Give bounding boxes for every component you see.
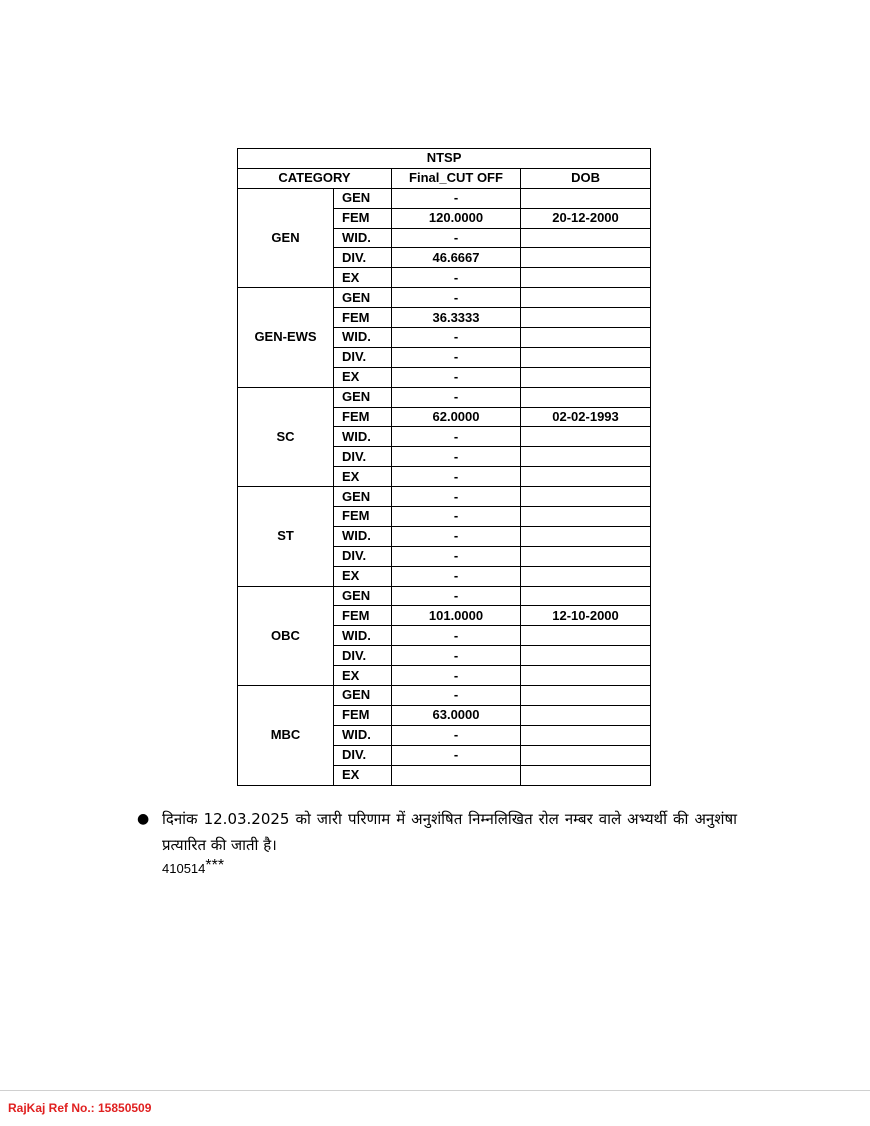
subcategory-cell: EX [334,566,392,586]
category-cell: GEN [238,188,334,287]
cutoff-cell: 62.0000 [392,407,521,427]
dob-cell [521,546,651,566]
category-cell: GEN-EWS [238,288,334,387]
cutoff-cell: 36.3333 [392,308,521,328]
table-body [238,188,651,785]
subcategory-cell: FEM [334,407,392,427]
table-row [238,686,651,706]
table-title-row [238,149,651,169]
cutoff-cell: - [392,666,521,686]
cutoff-cell: - [392,507,521,527]
cutoff-cell: - [392,566,521,586]
dob-cell [521,686,651,706]
subcategory-cell: DIV. [334,546,392,566]
cutoff-cell: - [392,447,521,467]
cutoff-cell: - [392,546,521,566]
subcategory-cell: WID. [334,725,392,745]
dob-cell [521,347,651,367]
header-cutoff: Final_CUT OFF [392,168,521,188]
subcategory-cell: WID. [334,228,392,248]
cutoff-cell: 63.0000 [392,705,521,725]
dob-cell: 12-10-2000 [521,606,651,626]
dob-cell [521,447,651,467]
dob-cell [521,666,651,686]
cutoff-cell: - [392,268,521,288]
subcategory-cell: EX [334,467,392,487]
subcategory-cell: EX [334,666,392,686]
cutoff-cell: - [392,586,521,606]
note-text: दिनांक 12.03.2025 को जारी परिणाम में अनुशंषित निम्नलिखित रोल नम्बर वाले अभ्यर्थी की अनुशंषा प्रत्यारित की जाती है। [162,810,737,854]
cutoff-table [237,148,651,786]
cutoff-cell: - [392,487,521,507]
subcategory-cell: GEN [334,686,392,706]
cutoff-cell: 46.6667 [392,248,521,268]
category-cell: OBC [238,586,334,685]
dob-cell [521,646,651,666]
cutoff-cell: 120.0000 [392,208,521,228]
header-category: CATEGORY [238,168,392,188]
cutoff-cell: - [392,328,521,348]
subcategory-cell: FEM [334,606,392,626]
cutoff-cell: - [392,347,521,367]
dob-cell [521,487,651,507]
roll-number: 410514 [162,861,206,876]
subcategory-cell: GEN [334,288,392,308]
subcategory-cell: GEN [334,387,392,407]
dob-cell [521,427,651,447]
cutoff-cell [392,765,521,785]
table-title: NTSP [238,149,651,169]
cutoff-cell: - [392,526,521,546]
table-row [238,288,651,308]
subcategory-cell: FEM [334,208,392,228]
roll-number-line [162,857,225,878]
dob-cell [521,507,651,527]
category-cell: MBC [238,686,334,785]
table-row [238,586,651,606]
subcategory-cell: DIV. [334,745,392,765]
dob-cell [521,387,651,407]
note-paragraph [137,806,737,858]
dob-cell [521,228,651,248]
dob-cell [521,745,651,765]
dob-cell [521,467,651,487]
roll-suffix: *** [205,857,225,874]
dob-cell [521,526,651,546]
dob-cell: 20-12-2000 [521,208,651,228]
subcategory-cell: DIV. [334,447,392,467]
cutoff-cell: - [392,228,521,248]
subcategory-cell: WID. [334,427,392,447]
category-cell: SC [238,387,334,486]
dob-cell [521,566,651,586]
dob-cell [521,288,651,308]
subcategory-cell: DIV. [334,347,392,367]
reference-number: RajKaj Ref No.: 15850509 [8,1101,152,1115]
bullet-icon: ● [137,811,150,827]
subcategory-cell: EX [334,765,392,785]
footer-divider [0,1090,870,1091]
cutoff-cell: - [392,288,521,308]
dob-cell [521,765,651,785]
subcategory-cell: GEN [334,188,392,208]
dob-cell [521,248,651,268]
dob-cell [521,725,651,745]
subcategory-cell: WID. [334,626,392,646]
table-row [238,387,651,407]
dob-cell [521,367,651,387]
dob-cell [521,268,651,288]
cutoff-cell: - [392,367,521,387]
dob-cell [521,188,651,208]
subcategory-cell: FEM [334,507,392,527]
cutoff-cell: - [392,745,521,765]
subcategory-cell: DIV. [334,646,392,666]
cutoff-cell: - [392,188,521,208]
subcategory-cell: WID. [334,328,392,348]
table-row [238,487,651,507]
header-dob: DOB [521,168,651,188]
dob-cell [521,586,651,606]
table-header-row [238,168,651,188]
subcategory-cell: WID. [334,526,392,546]
cutoff-cell: - [392,626,521,646]
subcategory-cell: FEM [334,308,392,328]
subcategory-cell: DIV. [334,248,392,268]
cutoff-cell: - [392,467,521,487]
subcategory-cell: FEM [334,705,392,725]
cutoff-cell: - [392,686,521,706]
subcategory-cell: EX [334,367,392,387]
cutoff-cell: 101.0000 [392,606,521,626]
dob-cell [521,308,651,328]
subcategory-cell: EX [334,268,392,288]
subcategory-cell: GEN [334,487,392,507]
cutoff-cell: - [392,725,521,745]
dob-cell [521,626,651,646]
cutoff-cell: - [392,387,521,407]
dob-cell [521,328,651,348]
cutoff-cell: - [392,427,521,447]
category-cell: ST [238,487,334,586]
dob-cell [521,705,651,725]
cutoff-cell: - [392,646,521,666]
dob-cell: 02-02-1993 [521,407,651,427]
table-row [238,188,651,208]
subcategory-cell: GEN [334,586,392,606]
